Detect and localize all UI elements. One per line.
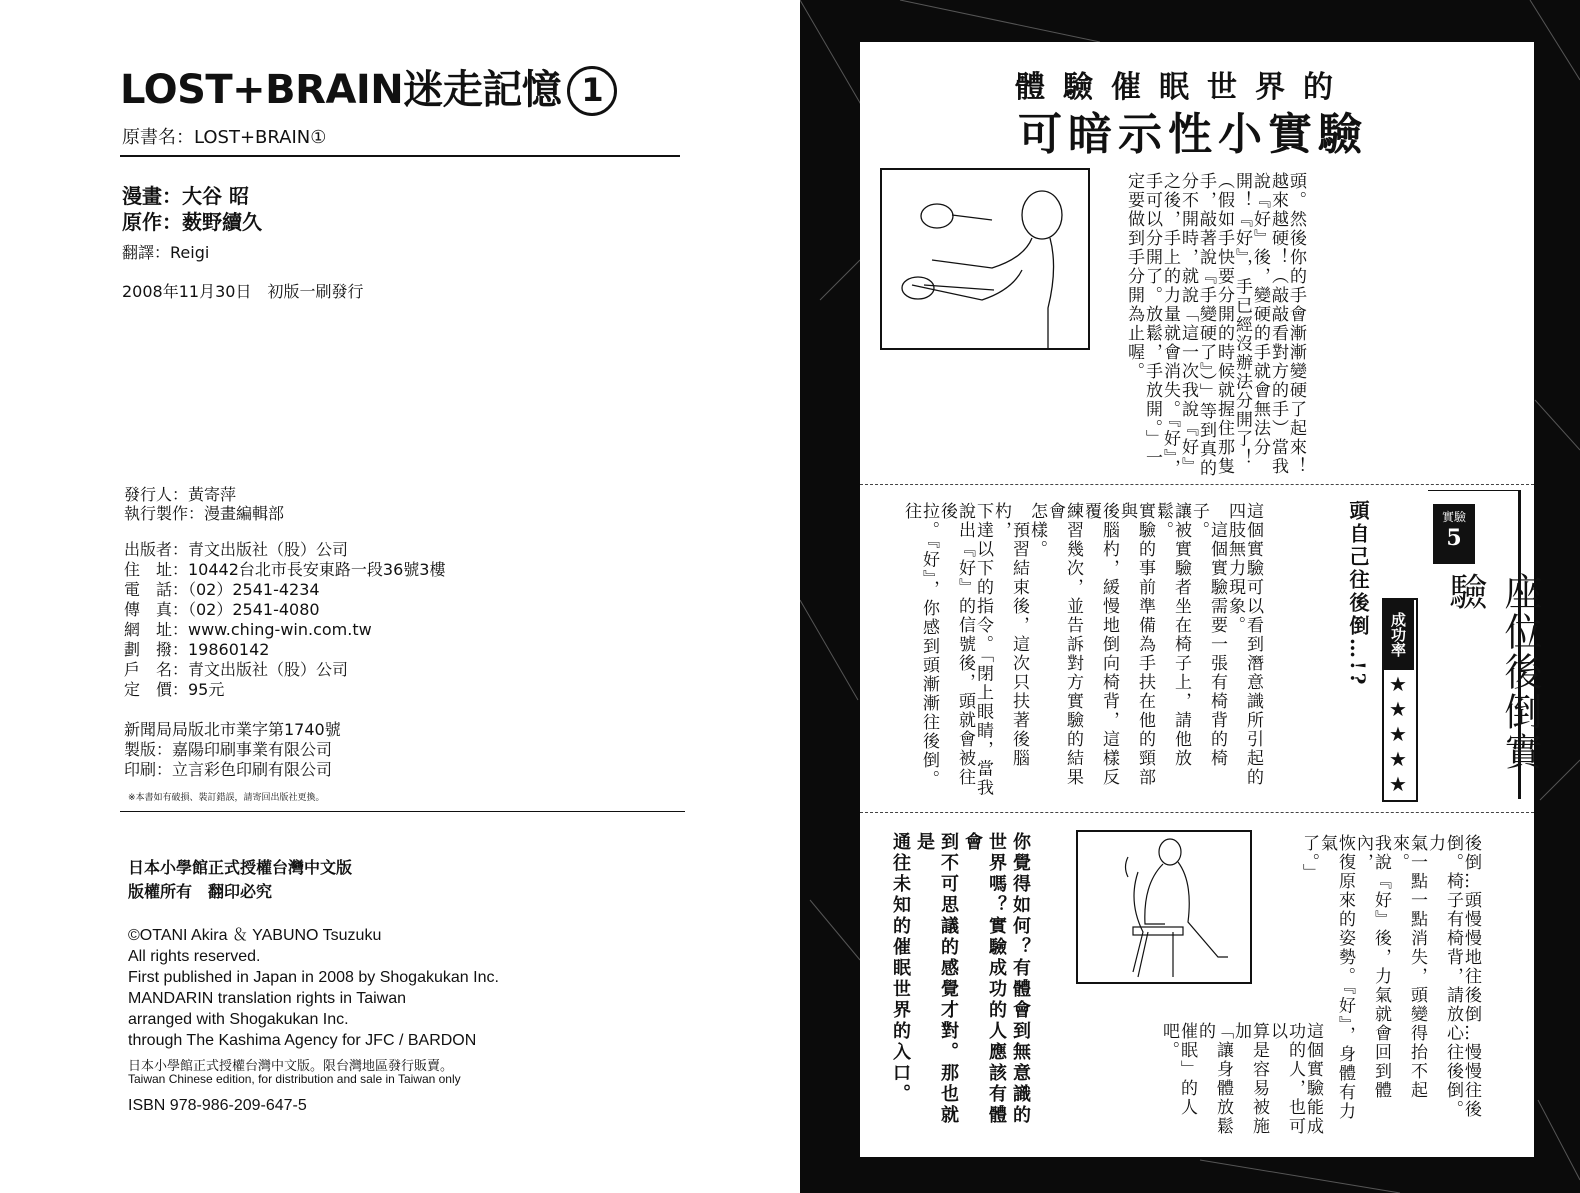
clasped-hands-illustration	[882, 170, 1088, 348]
info-line: 戶 名：青文出版社（股）公司	[124, 660, 349, 679]
hands-figure	[880, 168, 1090, 350]
publisher-info	[124, 540, 445, 700]
experiment-title: 座位後倒實驗	[1443, 572, 1542, 772]
text-column: 定要做到手分開為止喔。	[1124, 172, 1144, 381]
copyright-line: ©OTANI Akira ＆ YABUNO Tsuzuku	[128, 927, 382, 944]
text-column: 你覺得如何？有體會到無意識的	[1010, 832, 1031, 1126]
text-column: 後倒…頭慢慢地往後倒…慢慢往後	[1461, 834, 1481, 1119]
text-column: 手，敲著說『手變硬了』）」等到真的	[1196, 172, 1216, 478]
text-column: 說『好』後，變硬的手就會無法分	[1250, 172, 1270, 457]
volume-number: 1	[567, 66, 617, 116]
chair-fall-illustration	[1078, 832, 1250, 982]
section-divider	[860, 812, 1534, 813]
copyright-block	[128, 925, 499, 1051]
article-page	[800, 0, 1580, 1193]
text-column: 預習結束後，這次只扶著後腦杓，	[991, 502, 1029, 768]
info-line: 住 址：10442台北市長安東路一段36號3樓	[124, 560, 446, 579]
info-line: 傳 真：（02）2541-4080	[124, 600, 320, 619]
chair-figure	[1076, 830, 1252, 984]
publisher-person: 發行人：黃寄萍	[124, 485, 237, 504]
closing-text	[888, 832, 1032, 1132]
copyright-line: arranged with Shogakukan Inc.	[128, 1011, 349, 1028]
text-column: 實驗的事前準備為手扶在他的頸部與	[1117, 502, 1155, 787]
copyright-line: through The Kashima Agency for JFC / BARDON	[128, 1032, 477, 1049]
original-work-credit: 原作：薮野續久	[122, 210, 262, 234]
text-column: 讓被實驗者坐在椅子上，請他放鬆。	[1153, 502, 1191, 768]
license-notice	[128, 856, 352, 904]
book-title: LOST+BRAIN迷走記憶 1	[120, 58, 617, 116]
experiment-continuation	[1300, 834, 1480, 1134]
info-line: 定 價：95元	[124, 680, 225, 699]
copyright-line: All rights reserved.	[128, 948, 261, 965]
text-column: 這個實驗需要一張有椅背的椅子。	[1189, 502, 1227, 768]
info-line: 電 話：（02）2541-4234	[124, 580, 320, 599]
text-column: 後腦杓，緩慢地倒向椅背，這樣反覆	[1081, 502, 1119, 787]
intro-text	[1125, 172, 1305, 502]
note-text	[1160, 1022, 1322, 1142]
text-column: 拉。『好』，你感到頭漸漸往後倒。往	[901, 502, 939, 789]
production-credit: 執行製作：漫畫編輯部	[124, 504, 285, 523]
experiment-number: 5	[1446, 525, 1462, 551]
section-divider	[860, 484, 1534, 485]
translator-credit: 翻譯：Reigi	[122, 243, 210, 262]
divider	[120, 155, 680, 157]
text-column: 手可以分開了。放鬆，手放開。」一	[1142, 172, 1162, 468]
original-title: 原書名：LOST+BRAIN①	[122, 127, 327, 148]
article-title: 可暗示性小實驗	[1018, 109, 1368, 160]
text-column: 練習幾次，並告訴對方實驗的結果會	[1045, 502, 1083, 787]
text-column: 世界嗎？實驗成功的人應該有體會	[962, 832, 1007, 1126]
info-line: 劃 撥：19860142	[124, 640, 270, 659]
article-kicker: 體驗催眠世界的	[1015, 70, 1351, 105]
text-column: 頭。然後你的手會漸漸變硬了起來！	[1286, 172, 1306, 476]
license-line: 版權所有 翻印必究	[128, 882, 273, 901]
publish-date: 2008年11月30日 初版一刷發行	[122, 282, 364, 301]
distribution-en: Taiwan Chinese edition, for distribution and sale in Taiwan only	[128, 1072, 461, 1086]
text-column: 這個實驗可以看到潛意識所引起的	[1243, 502, 1263, 787]
experiment-text	[902, 502, 1262, 802]
text-column: 氣一點一點消失，頭變得抬不起來。	[1389, 834, 1427, 1100]
success-rate-label: 成功率	[1382, 598, 1414, 670]
info-line: 網 址：www.ching-win.com.tw	[124, 620, 372, 639]
license-line: 日本小學館正式授權台灣中文版	[128, 858, 353, 877]
text-column: 怎樣。	[1027, 502, 1047, 559]
text-column: 我說『好』後，力氣就會回到體內，	[1353, 834, 1391, 1100]
text-column: 催眠」的人吧。	[1159, 1022, 1197, 1117]
text-column: 到不可思議的感覺才對。那也就是	[914, 832, 959, 1126]
text-column: 「讓身體放鬆的	[1195, 1022, 1233, 1136]
article-paper	[860, 42, 1542, 1157]
text-column: 越來越硬！（敲敲看對方的手）當我	[1268, 172, 1288, 476]
text-column: 之後，手上的力量就會消失。『好』，	[1160, 172, 1180, 478]
manga-credit: 漫畫：大谷 昭	[122, 184, 249, 208]
divider	[120, 811, 685, 812]
text-column: 功的人，也可以	[1267, 1022, 1305, 1136]
copyright-line: MANDARIN translation rights in Taiwan	[128, 990, 407, 1007]
text-column: 倒。椅子有椅背，請放心往後倒。力	[1425, 834, 1463, 1119]
copyright-line: First published in Japan in 2008 by Shogakukan Inc.	[128, 969, 499, 986]
text-column: 通往未知的催眠世界的入口。	[890, 832, 911, 1105]
print-line: 新聞局局版北市業字第1740號	[124, 720, 341, 739]
text-column: 說出『好』的信號後，頭就會被往後	[937, 502, 975, 787]
text-column: 這個實驗能成	[1303, 1022, 1323, 1136]
text-column: （假如手快要分開的時候就握住那隻	[1214, 172, 1234, 476]
text-column: 四肢無力現象。	[1225, 502, 1245, 635]
text-column: 算是容易被施加	[1231, 1022, 1269, 1136]
text-column: 下達以下的指令。「閉上眼睛，當我	[973, 502, 993, 798]
success-rate-stars: ★★★★★	[1386, 672, 1410, 797]
text-column: 了。」	[1299, 834, 1319, 883]
text-column: 開！『好』，手已經沒辦法分開了！	[1232, 172, 1252, 468]
info-line: 出版者：青文出版社（股）公司	[124, 540, 349, 559]
defect-note: ※本書如有破損、裝訂錯誤，請寄回出版社更換。	[128, 793, 325, 803]
text-column: 恢復原來的姿勢。『好』，身體有力氣	[1317, 834, 1355, 1121]
print-line: 製版：嘉陽印刷事業有限公司	[124, 740, 333, 759]
experiment-tag	[1433, 504, 1475, 564]
experiment-label: 實驗	[1441, 510, 1466, 524]
print-line: 印刷：立言彩色印刷有限公司	[124, 760, 333, 779]
printing-info	[124, 720, 341, 780]
isbn: ISBN 978-986-209-647-5	[128, 1097, 307, 1114]
experiment-subtitle: 頭自己往後倒…!?	[1346, 500, 1370, 688]
distribution-zh: 日本小學館正式授權台灣中文版。限台灣地區發行販賣。	[128, 1059, 454, 1074]
text-column: 分不開時，就說「這一次我說『好』	[1178, 172, 1198, 476]
